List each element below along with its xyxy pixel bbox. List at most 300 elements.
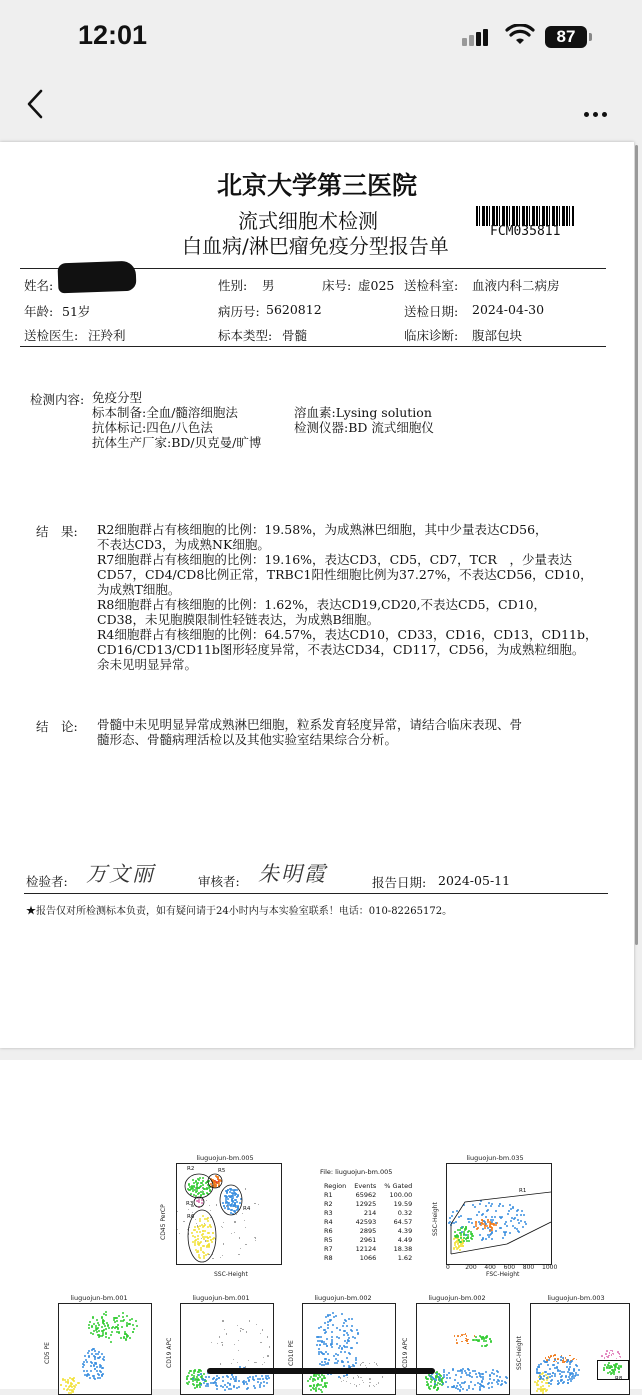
doctor-label: 送检医生: — [24, 328, 79, 343]
event-dot — [217, 1343, 218, 1344]
event-dot — [110, 1341, 112, 1343]
event-dot — [82, 1366, 84, 1368]
event-dot — [86, 1361, 88, 1363]
event-dot — [568, 1369, 570, 1371]
cellular-signal-icon — [462, 27, 490, 46]
stats-row — [320, 1236, 416, 1245]
event-dot — [369, 1385, 370, 1386]
gender-value: 男 — [262, 278, 275, 293]
test-line4: 抗体生产厂家:BD/贝克曼/旷博 — [92, 435, 262, 450]
event-dot — [497, 1371, 499, 1373]
event-dot — [606, 1350, 608, 1352]
result-line: R8细胞群占有核细胞的比例：1.62%，表达CD19,CD20,不表达CD5，CD10， — [97, 597, 547, 612]
record-label: 病历号: — [218, 304, 260, 319]
stats-cell: 214 — [363, 1209, 377, 1217]
cd45-ssc-plot — [160, 1154, 290, 1280]
event-dot — [457, 1335, 459, 1337]
stats-cell: R6 — [324, 1227, 333, 1235]
event-dot — [263, 1381, 265, 1383]
event-dot — [355, 1362, 357, 1364]
event-dot — [328, 1359, 330, 1361]
event-dot — [326, 1345, 328, 1347]
test-right — [294, 405, 434, 435]
event-dot — [446, 1374, 448, 1376]
event-dot — [101, 1335, 103, 1337]
event-dot — [492, 1369, 494, 1371]
event-dot — [122, 1320, 124, 1322]
event-dot — [102, 1321, 104, 1323]
event-dot — [89, 1321, 91, 1323]
event-dot — [543, 1375, 545, 1377]
event-dot — [493, 1379, 495, 1381]
event-dot — [468, 1385, 470, 1387]
stats-cell: 1066 — [359, 1254, 377, 1262]
event-dot — [331, 1331, 333, 1333]
event-dot — [339, 1329, 341, 1331]
event-dot — [129, 1319, 131, 1321]
plot-ylabel: CD45 PerCP — [160, 1204, 167, 1240]
event-dot — [542, 1392, 544, 1394]
event-dot — [222, 1320, 223, 1321]
test-line2: 标本制备:全血/髓溶细胞法 — [92, 405, 238, 420]
event-dot — [491, 1372, 493, 1374]
event-dot — [376, 1384, 377, 1385]
event-dot — [231, 1363, 232, 1364]
event-dot — [356, 1342, 358, 1344]
event-dot — [103, 1356, 105, 1358]
stats-header: Events — [354, 1182, 377, 1190]
event-dot — [374, 1362, 375, 1363]
event-dot — [554, 1354, 556, 1356]
event-dot — [466, 1335, 468, 1337]
plot-ylabel: SSC-Height — [432, 1202, 439, 1236]
event-dot — [187, 1375, 189, 1377]
event-dot — [67, 1381, 69, 1383]
event-dot — [192, 1383, 194, 1385]
event-dot — [471, 1376, 473, 1378]
plot-ylabel: SSC-Height — [516, 1336, 523, 1370]
back-icon[interactable] — [22, 86, 52, 122]
status-bar — [0, 0, 642, 72]
event-dot — [74, 1386, 76, 1388]
event-dot — [122, 1316, 124, 1318]
event-dot — [344, 1346, 346, 1348]
event-dot — [94, 1378, 96, 1380]
event-dot — [490, 1341, 492, 1343]
event-dot — [577, 1374, 579, 1376]
event-dot — [536, 1371, 538, 1373]
event-dot — [460, 1376, 462, 1378]
event-dot — [346, 1357, 348, 1359]
event-dot — [72, 1391, 74, 1393]
event-dot — [566, 1366, 568, 1368]
event-dot — [382, 1376, 383, 1377]
event-dot — [361, 1377, 362, 1378]
event-dot — [362, 1380, 363, 1381]
event-dot — [68, 1386, 70, 1388]
plot-area — [302, 1303, 396, 1395]
event-dot — [230, 1388, 232, 1390]
event-dot — [335, 1358, 337, 1360]
divider-bottom — [20, 346, 606, 347]
event-dot — [203, 1382, 205, 1384]
event-dot — [87, 1352, 89, 1354]
stats-file: File: liuguojun-bm.005 — [320, 1168, 393, 1176]
event-dot — [327, 1327, 329, 1329]
plot-ylabel: CD10 PE — [288, 1340, 295, 1366]
event-dot — [326, 1382, 328, 1384]
event-dot — [576, 1359, 578, 1361]
stats-cell: 4.49 — [397, 1236, 413, 1244]
barcode-number: FCM035811 — [490, 224, 561, 239]
event-dot — [562, 1361, 564, 1363]
event-dot — [269, 1346, 270, 1347]
event-dot — [310, 1385, 312, 1387]
event-dot — [103, 1323, 105, 1325]
event-dot — [83, 1361, 85, 1363]
result-line: R4细胞群占有核细胞的比例：64.57%，表达CD10，CD33，CD16，CD13，CD11b， — [97, 627, 598, 642]
event-dot — [430, 1385, 432, 1387]
event-dot — [540, 1376, 542, 1378]
home-indicator[interactable] — [207, 1368, 435, 1374]
report-date-label: 报告日期: — [372, 875, 427, 890]
event-dot — [94, 1358, 96, 1360]
event-dot — [552, 1364, 554, 1366]
event-dot — [566, 1361, 568, 1363]
event-dot — [461, 1341, 463, 1343]
event-dot — [343, 1380, 344, 1381]
x-tick-label: 1000 — [542, 1264, 558, 1271]
event-dot — [482, 1336, 484, 1338]
event-dot — [468, 1387, 470, 1389]
date-label: 送检日期: — [404, 304, 459, 319]
event-dot — [570, 1380, 572, 1382]
event-dot — [234, 1344, 235, 1345]
event-dot — [126, 1315, 128, 1317]
event-dot — [475, 1336, 477, 1338]
event-dot — [196, 1376, 198, 1378]
stats-cell: 19.59 — [393, 1200, 413, 1208]
plot-ylabel: CD5 PE — [44, 1342, 51, 1364]
event-dot — [93, 1365, 95, 1367]
event-dot — [267, 1355, 268, 1356]
bed-label: 床号: — [322, 278, 352, 293]
event-dot — [203, 1373, 205, 1375]
event-dot — [460, 1336, 462, 1338]
event-dot — [365, 1365, 366, 1366]
event-dot — [186, 1378, 188, 1380]
stats-cell: 18.38 — [393, 1245, 413, 1253]
stats-cell: 65962 — [355, 1191, 377, 1199]
event-dot — [544, 1371, 546, 1373]
event-dot — [488, 1382, 490, 1384]
stats-cell: 4.39 — [397, 1227, 413, 1235]
event-dot — [573, 1377, 575, 1379]
event-dot — [266, 1378, 268, 1380]
event-dot — [263, 1357, 264, 1358]
stats-cell: 12124 — [355, 1245, 377, 1253]
event-dot — [347, 1361, 349, 1363]
event-dot — [95, 1363, 97, 1365]
event-dot — [359, 1384, 360, 1385]
event-dot — [129, 1337, 131, 1339]
event-dot — [485, 1371, 487, 1373]
event-dot — [426, 1381, 428, 1383]
event-dot — [98, 1330, 100, 1332]
event-dot — [354, 1337, 356, 1339]
event-dot — [314, 1379, 316, 1381]
event-dot — [89, 1377, 91, 1379]
more-options-icon[interactable] — [584, 102, 611, 121]
event-dot — [327, 1362, 329, 1364]
event-dot — [497, 1383, 499, 1385]
plot-title: liuguojun-bm.002 — [314, 1294, 372, 1302]
bed-value: 虚025 — [358, 278, 395, 293]
stats-header: % Gated — [384, 1182, 413, 1190]
event-dot — [319, 1344, 321, 1346]
event-dot — [348, 1318, 350, 1320]
event-dot — [60, 1384, 62, 1386]
wifi-icon — [505, 24, 535, 46]
event-dot — [563, 1371, 565, 1373]
event-dot — [330, 1343, 332, 1345]
event-dot — [351, 1318, 353, 1320]
event-dot — [211, 1342, 212, 1343]
event-dot — [196, 1381, 198, 1383]
event-dot — [233, 1385, 235, 1387]
battery-cap — [589, 33, 592, 41]
event-dot — [346, 1325, 348, 1327]
event-dot — [479, 1335, 481, 1337]
event-dot — [327, 1324, 329, 1326]
event-dot — [266, 1382, 268, 1384]
event-dot — [84, 1355, 86, 1357]
event-dot — [445, 1381, 447, 1383]
event-dot — [256, 1324, 257, 1325]
gate-r8-box — [597, 1360, 629, 1380]
event-dot — [114, 1321, 116, 1323]
event-dot — [557, 1362, 559, 1364]
event-dot — [351, 1325, 353, 1327]
event-dot — [456, 1342, 458, 1344]
result-line: CD57，CD4/CD8比例正常，TRBC1阳性细胞比例为37.27%，不表达CD56，CD10， — [97, 567, 593, 582]
stats-cell: 2895 — [359, 1227, 377, 1235]
event-dot — [609, 1352, 611, 1354]
event-dot — [353, 1365, 355, 1367]
event-dot — [485, 1340, 487, 1342]
plot-title: liuguojun-bm.005 — [196, 1154, 254, 1162]
event-dot — [101, 1374, 103, 1376]
event-dot — [71, 1386, 73, 1388]
event-dot — [335, 1315, 337, 1317]
event-dot — [199, 1386, 201, 1388]
event-dot — [128, 1323, 130, 1325]
test-line1: 免疫分型 — [92, 390, 143, 405]
event-dot — [437, 1387, 439, 1389]
plot-xticks — [446, 1264, 558, 1271]
result-text — [97, 522, 598, 672]
event-dot — [611, 1354, 613, 1356]
event-dot — [343, 1322, 345, 1324]
event-dot — [90, 1365, 92, 1367]
stats-row — [320, 1245, 416, 1254]
event-dot — [88, 1374, 90, 1376]
event-dot — [546, 1377, 548, 1379]
event-dot — [560, 1359, 562, 1361]
event-dot — [489, 1375, 491, 1377]
event-dot — [320, 1351, 322, 1353]
event-dot — [75, 1384, 77, 1386]
stats-table — [320, 1182, 416, 1263]
test-line3: 抗体标记:四色/八色法 — [92, 420, 213, 435]
event-dot — [370, 1382, 371, 1383]
event-dot — [105, 1328, 107, 1330]
event-dot — [325, 1316, 327, 1318]
event-dot — [434, 1386, 436, 1388]
result-line: 为成熟T细胞。 — [97, 582, 181, 597]
gate-label-r5: R5 — [218, 1168, 226, 1174]
event-dot — [208, 1376, 210, 1378]
event-dot — [200, 1384, 202, 1386]
event-dot — [474, 1370, 476, 1372]
stats-cell: R7 — [324, 1245, 333, 1253]
stats-row — [320, 1200, 416, 1209]
event-dot — [466, 1389, 468, 1391]
event-dot — [226, 1375, 228, 1377]
event-dot — [550, 1383, 552, 1385]
event-dot — [212, 1378, 214, 1380]
event-dot — [92, 1333, 94, 1335]
event-dot — [88, 1324, 90, 1326]
event-dot — [253, 1385, 255, 1387]
event-dot — [347, 1377, 348, 1378]
event-dot — [108, 1327, 110, 1329]
stats-cell: R5 — [324, 1236, 333, 1244]
event-dot — [188, 1381, 190, 1383]
stats-cell: 12925 — [355, 1200, 377, 1208]
event-dot — [326, 1338, 328, 1340]
event-dot — [325, 1343, 327, 1345]
event-dot — [238, 1386, 240, 1388]
event-dot — [88, 1355, 90, 1357]
x-tick-label: 800 — [522, 1264, 535, 1271]
event-dot — [315, 1389, 317, 1391]
scrollbar[interactable] — [635, 145, 638, 945]
event-dot — [316, 1336, 318, 1338]
event-dot — [557, 1383, 559, 1385]
test-content — [92, 390, 261, 450]
diagnosis-label: 临床诊断: — [404, 328, 459, 343]
event-dot — [249, 1320, 250, 1321]
event-dot — [537, 1384, 539, 1386]
cd19-plot-2 — [402, 1294, 512, 1389]
event-dot — [254, 1362, 255, 1363]
event-dot — [222, 1344, 223, 1345]
event-dot — [132, 1331, 134, 1333]
event-dot — [554, 1375, 556, 1377]
event-dot — [346, 1346, 348, 1348]
sample-label: 标本类型: — [218, 328, 273, 343]
stats-cell: 0.32 — [397, 1209, 413, 1217]
stats-cell: 100.00 — [389, 1191, 413, 1199]
plot-xlabel: FSC-Height — [486, 1271, 520, 1278]
event-dot — [340, 1351, 342, 1353]
x-tick-label: 200 — [465, 1264, 477, 1271]
event-dot — [262, 1329, 263, 1330]
event-dot — [336, 1343, 338, 1345]
event-dot — [93, 1375, 95, 1377]
event-dot — [240, 1328, 241, 1329]
gender-label: 性别: — [218, 278, 248, 293]
event-dot — [540, 1363, 542, 1365]
event-dot — [377, 1365, 378, 1366]
event-dot — [122, 1312, 124, 1314]
plot-area — [446, 1163, 552, 1265]
event-dot — [255, 1375, 257, 1377]
event-dot — [369, 1363, 370, 1364]
event-dot — [347, 1334, 349, 1336]
event-dot — [117, 1328, 119, 1330]
event-dot — [374, 1386, 375, 1387]
result-line: CD38，未见胞膜限制性轻链表达，为成熟B细胞。 — [97, 612, 380, 627]
event-dot — [336, 1336, 338, 1338]
event-dot — [336, 1327, 338, 1329]
plot-title: liuguojun-bm.002 — [428, 1294, 486, 1302]
event-dot — [96, 1370, 98, 1372]
event-dot — [246, 1383, 248, 1385]
event-dot — [237, 1362, 238, 1363]
event-dot — [350, 1383, 351, 1384]
event-dot — [125, 1339, 127, 1341]
stats-header: Region — [324, 1182, 347, 1190]
event-dot — [235, 1380, 237, 1382]
event-dot — [105, 1332, 107, 1334]
event-dot — [219, 1336, 220, 1337]
report-title-line1: 流式细胞术检测 — [238, 209, 378, 233]
name-label: 姓名: — [24, 278, 54, 293]
event-dot — [378, 1383, 379, 1384]
test-label: 检测内容: — [30, 392, 85, 407]
ssc-fsc-plot — [432, 1154, 558, 1280]
event-dot — [343, 1375, 345, 1377]
event-dot — [126, 1325, 128, 1327]
event-dot — [324, 1377, 326, 1379]
plot-title: liuguojun-bm.001 — [70, 1294, 128, 1302]
event-dot — [331, 1339, 333, 1341]
event-dot — [355, 1359, 357, 1361]
event-dot — [90, 1332, 92, 1334]
date-value: 2024-04-30 — [472, 302, 545, 317]
stats-cell: 2961 — [359, 1236, 377, 1244]
event-dot — [105, 1311, 107, 1313]
event-dot — [222, 1376, 224, 1378]
event-dot — [136, 1325, 138, 1327]
event-dot — [551, 1375, 553, 1377]
event-dot — [260, 1333, 261, 1334]
event-dot — [267, 1336, 268, 1337]
event-dot — [346, 1342, 348, 1344]
reviewer-signature: 朱明霞 — [258, 862, 327, 886]
result-line: 不表达CD3，为成熟NK细胞。 — [97, 537, 270, 552]
stats-row — [320, 1227, 416, 1236]
event-dot — [550, 1380, 552, 1382]
event-dot — [246, 1331, 247, 1332]
event-dot — [338, 1376, 340, 1378]
event-dot — [330, 1319, 332, 1321]
event-dot — [343, 1334, 345, 1336]
event-dot — [454, 1335, 456, 1337]
event-dot — [346, 1381, 347, 1382]
